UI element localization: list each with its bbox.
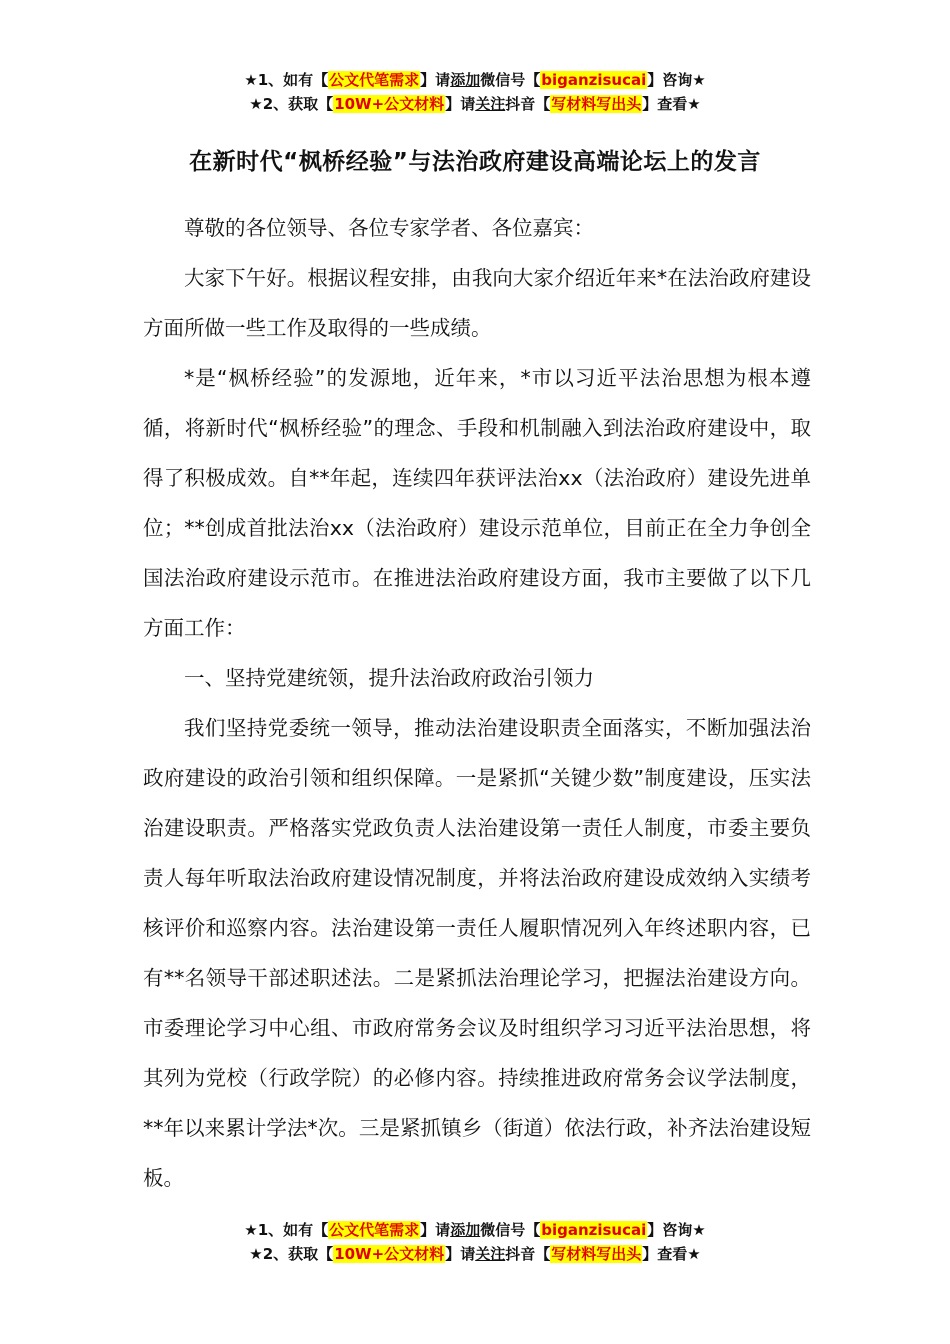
promo-text: 微信号【 <box>480 71 541 89</box>
promo-emphasis: 关注 <box>475 1245 506 1263</box>
promo-wechat-id: biganzisucai <box>541 1221 647 1239</box>
promo-highlight: 公文代笔需求 <box>329 1221 420 1239</box>
promo-text: 】请 <box>445 95 476 113</box>
promo-highlight: 10W+公文材料 <box>334 95 445 113</box>
section-heading: 一、坚持党建统领，提升法治政府政治引领力 <box>184 666 594 690</box>
promo-douyin-id: 写材料写出头 <box>551 1245 642 1263</box>
promo-line-2 <box>0 1242 950 1266</box>
promo-douyin-id: 写材料写出头 <box>551 95 642 113</box>
header-promo-banner <box>0 68 950 116</box>
promo-text: 】请 <box>420 71 451 89</box>
promo-text: 抖音【 <box>505 1245 551 1263</box>
body-paragraph: *是“枫桥经验”的发源地，近年来，*市以习近平法治思想为根本遵循，将新时代“枫桥经验”的理念、手段和机制融入到法治政府建设中，取得了积极成效。自**年起，连续四年获评法治xx（法治政府）建设先进单位；**创成首批法治xx（法治政府）建设示范单位，目前正在全力争创全国法治政府建设示范市。在推进法治政府建设方面，我市主要做了以下几方面工作： <box>143 366 811 640</box>
promo-text: 】请 <box>445 1245 476 1263</box>
promo-line-2 <box>0 92 950 116</box>
promo-text: 抖音【 <box>505 95 551 113</box>
promo-highlight: 10W+公文材料 <box>334 1245 445 1263</box>
promo-text: 】请 <box>420 1221 451 1239</box>
promo-emphasis: 添加 <box>450 1221 481 1239</box>
salutation-paragraph: 尊敬的各位领导、各位专家学者、各位嘉宾： <box>184 216 594 240</box>
promo-text: ★2、获取【 <box>249 95 334 113</box>
body-paragraph: 大家下午好。根据议程安排，由我向大家介绍近年来*在法治政府建设方面所做一些工作及取得的一些成绩。 <box>143 266 811 340</box>
promo-emphasis: 添加 <box>450 71 481 89</box>
promo-line-1 <box>0 68 950 92</box>
promo-text: ★1、如有【 <box>244 71 329 89</box>
promo-highlight: 公文代笔需求 <box>329 71 420 89</box>
promo-text: 】咨询★ <box>647 1221 706 1239</box>
promo-text: 】查看★ <box>642 95 701 113</box>
promo-text: ★2、获取【 <box>249 1245 334 1263</box>
document-body <box>143 203 811 1203</box>
promo-text: 】查看★ <box>642 1245 701 1263</box>
promo-text: ★1、如有【 <box>244 1221 329 1239</box>
body-paragraph: 我们坚持党委统一领导，推动法治建设职责全面落实，不断加强法治政府建设的政治引领和组织保障。一是紧抓“关键少数”制度建设，压实法治建设职责。严格落实党政负责人法治建设第一责任人制度，市委主要负责人每年听取法治政府建设情况制度，并将法治政府建设成效纳入实绩考核评价和巡察内容。法治建设第一责任人履职情况列入年终述职内容，已有**名领导干部述职述法。二是紧抓法治理论学习，把握法治建设方向。市委理论学习中心组、市政府常务会议及时组织学习习近平法治思想，将其列为党校（行政学院）的必修内容。持续推进政府常务会议学法制度，**年以来累计学法*次。三是紧抓镇乡（街道）依法行政，补齐法治建设短板。 <box>143 716 811 1190</box>
document-title: 在新时代“枫桥经验”与法治政府建设高端论坛上的发言 <box>189 149 761 175</box>
promo-emphasis: 关注 <box>475 95 506 113</box>
promo-wechat-id: biganzisucai <box>541 71 647 89</box>
promo-line-1 <box>0 1218 950 1242</box>
footer-promo-banner <box>0 1218 950 1266</box>
promo-text: 】咨询★ <box>647 71 706 89</box>
promo-text: 微信号【 <box>480 1221 541 1239</box>
